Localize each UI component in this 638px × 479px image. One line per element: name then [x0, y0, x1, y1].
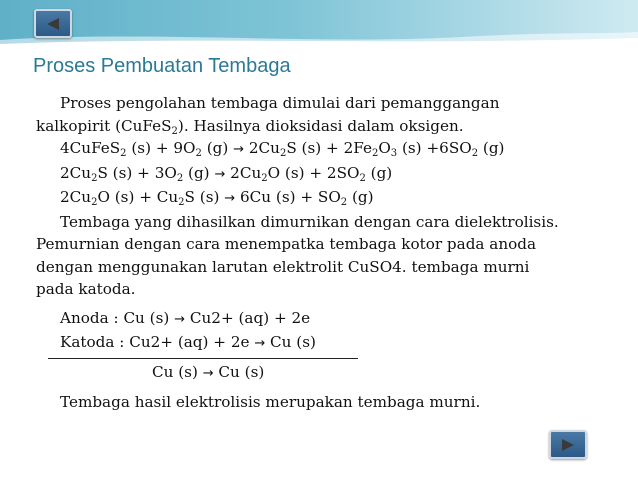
arrow-icon: →	[202, 365, 214, 381]
purification-line-3: dengan menggunakan larutan elektrolit CuSO4. tembaga murni	[36, 257, 530, 276]
left-triangle-icon	[45, 17, 61, 31]
arrow-icon: →	[254, 336, 266, 351]
purification-line-2: Pemurnian dengan cara menempatka tembaga kotor pada anoda	[36, 235, 537, 253]
reaction-3: $2Cu_2O$ $(s) + Cu_2S$ (s) → 6Cu $(s) + SO_2$ (g)	[60, 188, 374, 208]
purification-line-4: pada katoda.	[36, 280, 136, 298]
intro-line-1: Proses pengolahan tembaga dimulai dari pemanggangan	[60, 94, 500, 112]
arrow-icon: →	[233, 142, 245, 157]
arrow-icon: →	[214, 166, 226, 182]
next-button[interactable]	[549, 430, 587, 459]
reaction-2: $2Cu_2S$ $(s) + 3O_2$ $(g) \to 2Cu_2O$ $(s) + 2SO_2$ (g)	[60, 163, 393, 184]
arrow-icon: →	[224, 191, 236, 206]
page-title: Proses Pembuatan Tembaga	[33, 55, 291, 77]
reaction-1: 4CuFeS$_2$ $(s) + 9O_2$ $(g) \to 2Cu_2S$ $(s) + 2Fe_2O_3$ $(s) +6SO_2$ (g)	[60, 139, 505, 159]
header-band	[0, 0, 638, 46]
sum-divider	[48, 358, 358, 359]
wave-decoration	[0, 30, 638, 46]
conclusion: Tembaga hasil elektrolisis merupakan tembaga murni.	[60, 393, 481, 411]
back-button[interactable]	[34, 9, 72, 38]
anode-reaction: Anoda : Cu (s) → Cu2+ (aq) + 2e	[60, 308, 311, 327]
cathode-reaction: Katoda : Cu2+ (aq) + 2e → Cu (s)	[60, 333, 316, 351]
intro-line-2: kalkopirit (CuFeS$_2$). Hasilnya dioksidasi dalam oksigen.	[36, 116, 464, 137]
arrow-icon: →	[174, 311, 186, 327]
slide-content	[36, 92, 616, 414]
net-reaction: Cu (s) → Cu (s)	[152, 362, 265, 381]
right-triangle-icon	[560, 438, 576, 452]
purification-line-1: Tembaga yang dihasilkan dimurnikan dengan cara dielektrolisis.	[60, 212, 559, 231]
